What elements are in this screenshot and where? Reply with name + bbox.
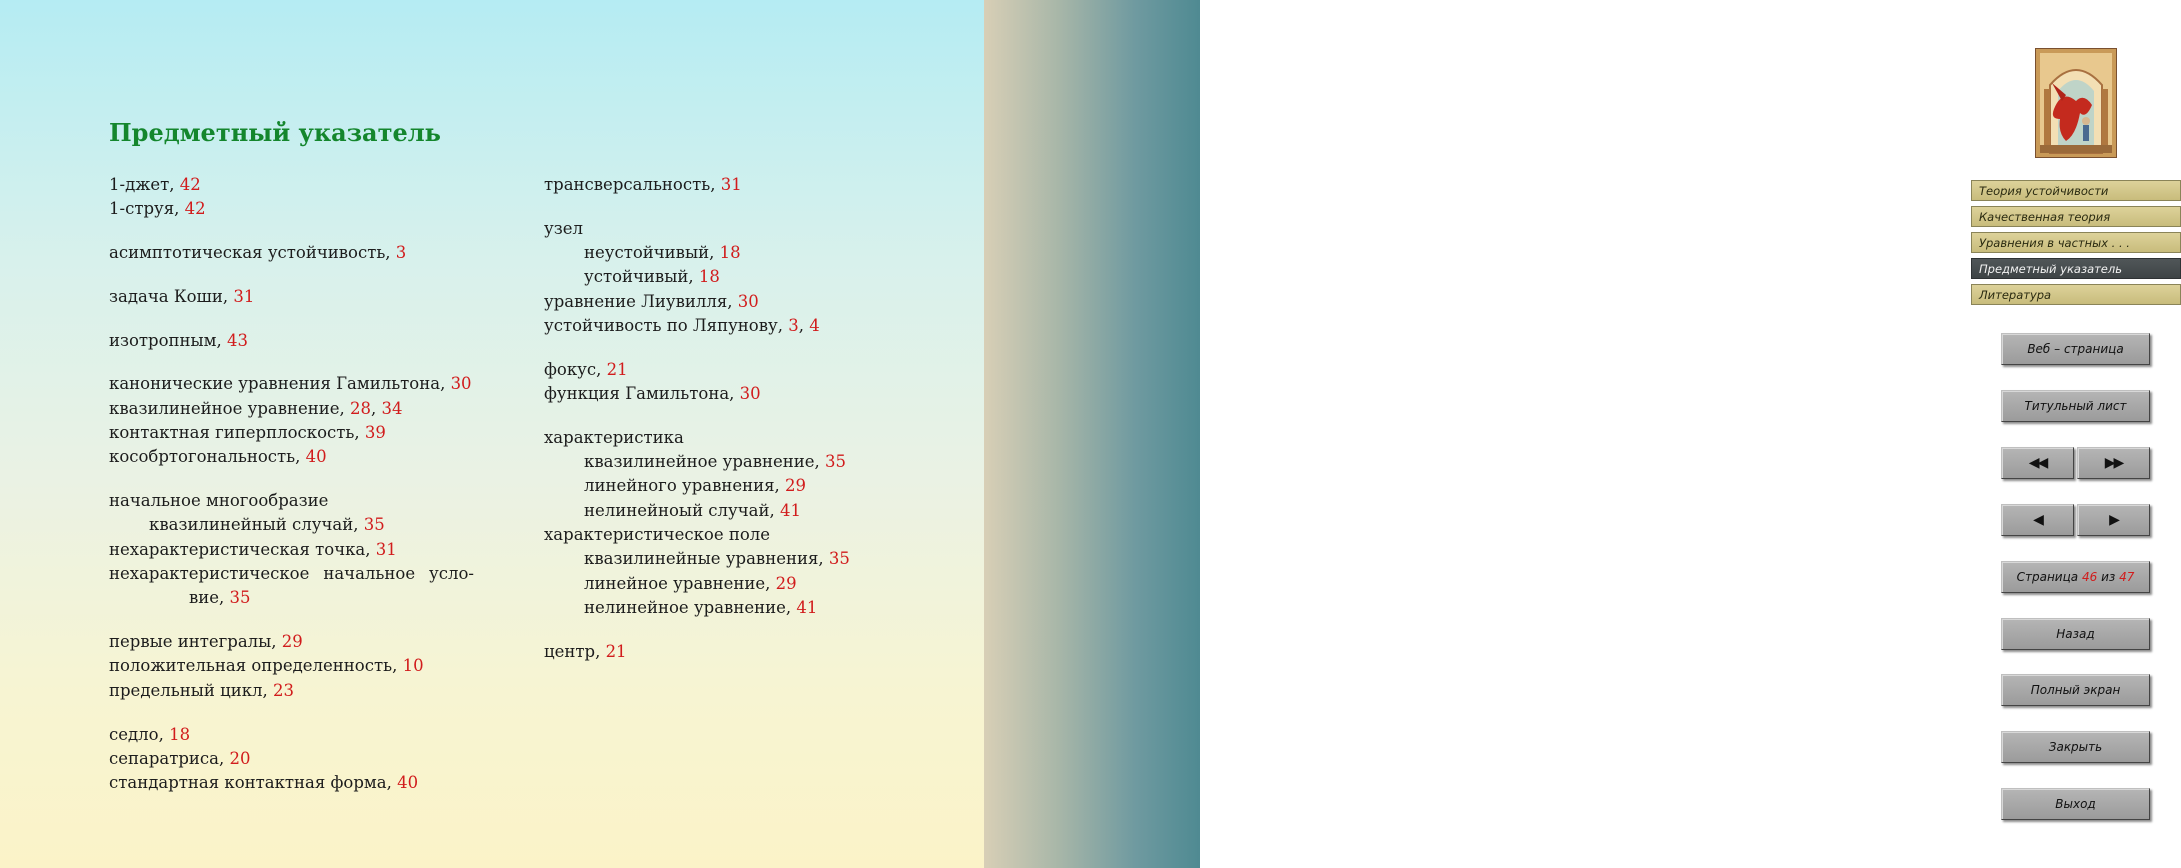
page-link[interactable]: 30	[737, 291, 759, 311]
index-term: начальное многообразие	[109, 491, 329, 511]
index-entry	[544, 499, 944, 523]
page-link[interactable]: 35	[825, 452, 847, 472]
index-group-spacer	[544, 406, 944, 426]
index-entry	[544, 173, 944, 197]
index-group-spacer	[109, 470, 484, 490]
index-term: нехарактеристическое начальное усло-	[109, 564, 474, 584]
total-pages-number: 47	[2119, 570, 2135, 584]
index-term: сепаратриса,	[109, 748, 230, 768]
index-group-spacer	[109, 222, 484, 242]
page-link[interactable]: 21	[606, 359, 628, 379]
index-entry	[109, 513, 484, 537]
index-term: 1-струя,	[109, 199, 185, 219]
page-link[interactable]: 34	[381, 398, 403, 418]
page-link[interactable]: 42	[184, 199, 206, 219]
index-entry	[544, 450, 944, 474]
page-link[interactable]: 41	[796, 597, 818, 617]
index-term: трансверсальность,	[544, 175, 721, 194]
index-group-spacer	[544, 338, 944, 358]
page-link[interactable]: 23	[272, 680, 294, 700]
index-group-spacer	[544, 197, 944, 217]
section-menu	[1971, 180, 2181, 310]
page-link[interactable]: 40	[397, 773, 419, 793]
index-column-right	[544, 173, 944, 664]
page-link[interactable]: 31	[375, 539, 397, 559]
index-term: стандартная контактная форма,	[109, 773, 398, 793]
index-entry	[109, 329, 484, 353]
index-term: предельный цикл,	[109, 680, 273, 700]
index-entry	[544, 382, 944, 406]
page-link[interactable]: 29	[785, 476, 807, 496]
index-entry	[544, 523, 944, 547]
page-title: Предметный указатель	[109, 118, 441, 147]
index-entry	[109, 630, 484, 654]
exit-button[interactable]: Выход	[2001, 788, 2150, 820]
index-term: седло,	[109, 724, 170, 744]
index-term: изотропным,	[109, 330, 228, 350]
nav-item[interactable]: Качественная теория	[1971, 206, 2181, 227]
index-entry	[544, 640, 944, 664]
index-entry	[109, 489, 484, 513]
page-link[interactable]: 35	[229, 588, 251, 608]
page-link[interactable]: 29	[281, 632, 303, 652]
index-entry	[109, 723, 484, 747]
page-link[interactable]: 20	[229, 748, 251, 768]
index-entry	[109, 421, 484, 445]
page-link[interactable]: 31	[720, 175, 742, 194]
index-term: квазилинейные уравнения,	[584, 549, 829, 569]
page-of: из	[2101, 570, 2116, 584]
index-entry	[109, 372, 484, 396]
back-button[interactable]: Назад	[2001, 618, 2150, 650]
index-entry	[544, 426, 944, 450]
page-link[interactable]: 31	[233, 286, 255, 306]
index-entry	[544, 596, 944, 620]
next-page-button[interactable]	[2077, 504, 2150, 536]
nav-item[interactable]: Предметный указатель	[1971, 258, 2181, 279]
page-prefix: Страница	[2016, 570, 2079, 584]
index-entry	[109, 562, 474, 586]
index-term: квазилинейный случай,	[149, 515, 364, 535]
index-entry	[109, 173, 484, 197]
index-term: задача Коши,	[109, 286, 234, 306]
page-link[interactable]: 3	[788, 315, 799, 335]
index-term: нелинейноый случай,	[584, 500, 780, 520]
index-entry	[544, 358, 944, 382]
page-link[interactable]: 21	[605, 641, 627, 661]
index-term: вие,	[189, 588, 230, 608]
index-term: функция Гамильтона,	[544, 384, 740, 404]
page-link[interactable]: 10	[402, 656, 424, 676]
fullscreen-button[interactable]: Полный экран	[2001, 674, 2150, 706]
index-term: первые интегралы,	[109, 632, 282, 652]
page-link[interactable]: 18	[719, 243, 741, 263]
index-entry	[544, 290, 944, 314]
double-right-arrow-icon: ▶▶	[2104, 455, 2123, 471]
nav-item[interactable]: Литература	[1971, 284, 2181, 305]
index-entry	[109, 197, 484, 221]
index-term: квазилинейное уравнение,	[584, 452, 826, 472]
nav-item[interactable]: Теория устойчивости	[1971, 180, 2181, 201]
book-cover-image	[2035, 48, 2117, 158]
index-term: линейного уравнения,	[584, 476, 786, 496]
index-group-spacer	[109, 611, 484, 631]
index-entry	[109, 397, 484, 421]
page-link[interactable]: 41	[779, 500, 801, 520]
index-term: устойчивый,	[584, 267, 699, 287]
page-separator: ,	[798, 315, 810, 335]
page-link[interactable]: 3	[395, 243, 407, 263]
current-page-number: 46	[2081, 570, 2098, 584]
index-term: 1-джет,	[109, 175, 180, 194]
index-group-spacer	[544, 620, 944, 640]
index-column-left	[109, 173, 484, 795]
index-term: канонические уравнения Гамильтона,	[109, 374, 451, 394]
page-link[interactable]: 28	[350, 398, 372, 418]
page-link[interactable]: 18	[698, 267, 720, 287]
index-entry	[544, 241, 944, 265]
index-term: центр,	[544, 641, 606, 661]
index-entry	[544, 572, 944, 596]
index-term: узел	[544, 218, 583, 238]
close-button[interactable]: Закрыть	[2001, 731, 2150, 763]
web-page-button[interactable]: Веб – страница	[2001, 333, 2150, 365]
title-page-button[interactable]: Титульный лист	[2001, 390, 2150, 422]
index-group-spacer	[109, 265, 484, 285]
document-page	[0, 0, 984, 868]
index-entry	[544, 547, 944, 571]
index-entry	[544, 217, 944, 241]
index-entry	[109, 747, 484, 771]
page-link[interactable]: 18	[169, 724, 191, 744]
page-indicator-button[interactable]	[2001, 561, 2150, 593]
index-term: квазилинейное уравнение,	[109, 398, 351, 418]
index-group-spacer	[109, 353, 484, 373]
page-link[interactable]: 40	[305, 447, 327, 467]
previous-page-button[interactable]	[2001, 504, 2074, 536]
index-entry	[109, 241, 484, 265]
index-entry	[109, 285, 484, 309]
index-term: асимптотическая устойчивость,	[109, 243, 396, 263]
index-term: характеристическое поле	[544, 525, 771, 545]
index-term: нехарактеристическая точка,	[109, 539, 376, 559]
index-term: нелинейное уравнение,	[584, 597, 797, 617]
index-term: линейное уравнение,	[584, 573, 776, 593]
index-entry	[109, 771, 484, 795]
last-page-button[interactable]	[2077, 447, 2150, 479]
page-link[interactable]: 42	[179, 175, 201, 194]
index-entry	[109, 445, 484, 469]
page-link[interactable]: 30	[450, 374, 472, 394]
left-arrow-icon: ◀	[2033, 512, 2042, 528]
index-term: положительная определенность,	[109, 656, 403, 676]
double-left-arrow-icon: ◀◀	[2028, 455, 2047, 471]
first-page-button[interactable]	[2001, 447, 2074, 479]
page-link[interactable]: 4	[809, 315, 820, 335]
index-group-spacer	[109, 703, 484, 723]
right-arrow-icon: ▶	[2109, 512, 2118, 528]
index-term: кособртогональность,	[109, 447, 306, 467]
index-term: контактная гиперплоскость,	[109, 423, 365, 443]
index-entry	[544, 265, 944, 289]
page-link[interactable]: 30	[739, 384, 761, 404]
page-link[interactable]: 43	[227, 330, 249, 350]
navigation-sidebar	[984, 0, 2135, 868]
index-term: неустойчивый,	[584, 243, 720, 263]
index-entry	[109, 538, 484, 562]
index-term: уравнение Лиувилля,	[544, 291, 738, 311]
page-link[interactable]: 35	[828, 549, 850, 569]
index-entry	[544, 314, 944, 338]
index-entry	[109, 679, 484, 703]
page-link[interactable]: 35	[363, 515, 385, 535]
page-link[interactable]: 29	[775, 573, 797, 593]
index-entry	[109, 654, 484, 678]
index-term: характеристика	[544, 427, 684, 447]
index-entry	[109, 586, 484, 610]
index-entry	[544, 474, 944, 498]
index-term: устойчивость по Ляпунову,	[544, 315, 789, 335]
nav-item[interactable]: Уравнения в частных . . .	[1971, 232, 2181, 253]
page-separator: ,	[371, 398, 382, 418]
index-term: фокус,	[544, 359, 607, 379]
page-link[interactable]: 39	[364, 423, 386, 443]
index-group-spacer	[109, 309, 484, 329]
